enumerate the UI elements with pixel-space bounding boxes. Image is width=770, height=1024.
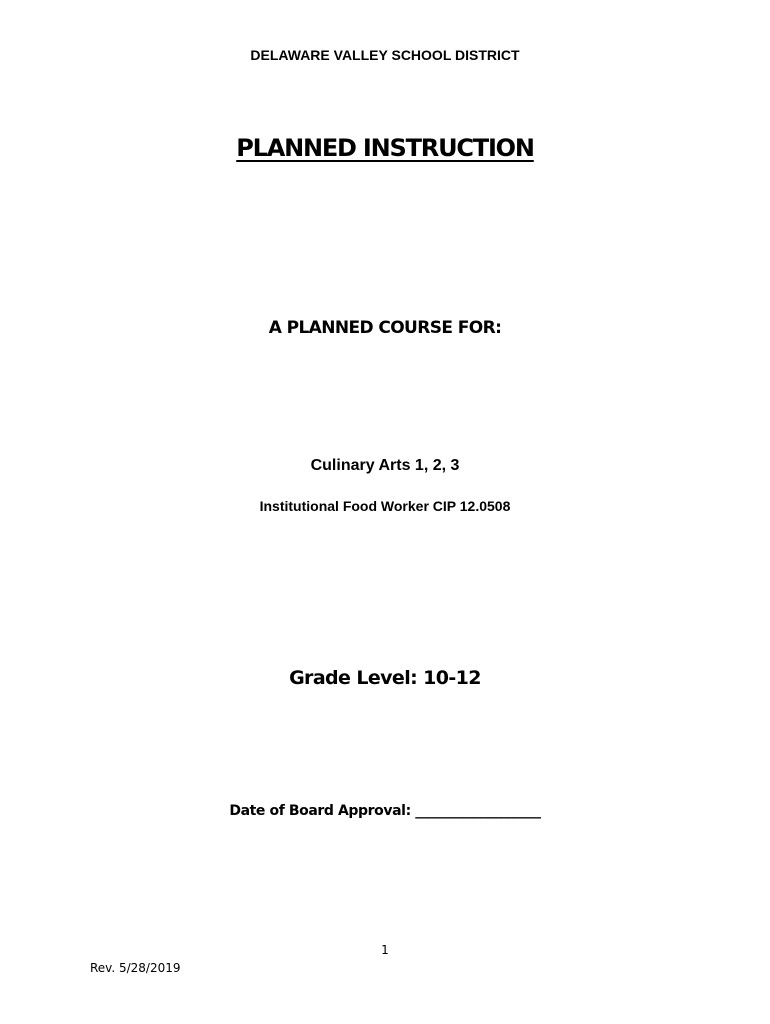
district-header: DELAWARE VALLEY SCHOOL DISTRICT xyxy=(250,47,520,63)
page-number: 1 xyxy=(381,943,389,957)
board-approval-line: Date of Board Approval: ___________________ xyxy=(229,803,541,819)
grade-level: Grade Level: 10-12 xyxy=(289,667,481,689)
course-for-heading: A PLANNED COURSE FOR: xyxy=(268,318,502,338)
page-title: PLANNED INSTRUCTION xyxy=(236,134,534,162)
course-name: Culinary Arts 1, 2, 3 xyxy=(310,457,460,474)
revision-date: Rev. 5/28/2019 xyxy=(90,961,181,975)
course-subtitle: Institutional Food Worker CIP 12.0508 xyxy=(259,498,511,514)
